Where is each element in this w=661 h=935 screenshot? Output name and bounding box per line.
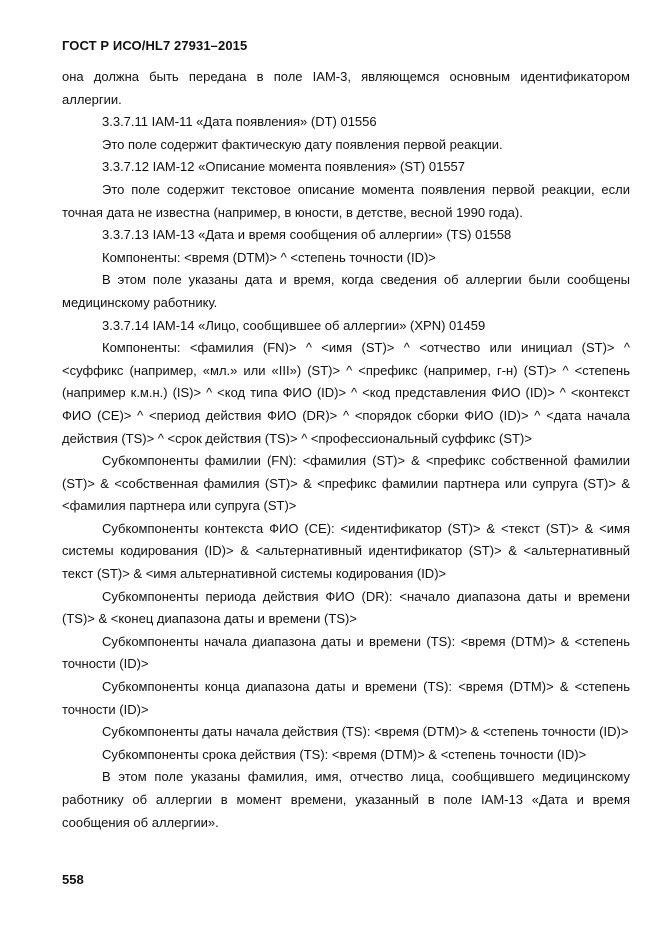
paragraph: Это поле содержит фактическую дату появления первой реакции. xyxy=(102,136,503,152)
subcomponents-paragraph: Субкомпоненты фамилии (FN): <фамилия (ST)> & <префикс собственной фамилии (ST)> & <собственная фамилия (ST)> & <префикс фамилии партнера или супруга (ST)> & <фамилия партнера или супруга (ST)> xyxy=(62,453,630,514)
paragraph: В этом поле указаны дата и время, когда сведения об аллергии были сообщены медицинскому работнику. xyxy=(62,272,630,310)
subcomponents-paragraph: Субкомпоненты периода действия ФИО (DR): <начало диапазона даты и времени (TS)> & <конец диапазона даты и времени (TS)> xyxy=(62,588,630,627)
paragraph: Это поле содержит текстовое описание момента появления первой реакции, если точная дата не известна (например, в юности, в детстве, весной 1990 года). xyxy=(62,181,630,220)
subcomponents-paragraph: Субкомпоненты контекста ФИО (CE): <идентификатор (ST)> & <текст (ST)> & <имя системы кодирования (ID)> & <альтернативный идентификатор (ST)> & <альтернативный текст (ST)> & <имя альтернативной системы кодирования (ID)> xyxy=(62,520,630,582)
section-heading-iam-12: 3.3.7.12 IAM-12 «Описание момента появления» (ST) 01557 xyxy=(102,159,466,175)
document-body xyxy=(62,66,630,834)
components-paragraph: Компоненты: <фамилия (FN)> ^ <имя (ST)> ^ <отчество или инициал (ST)> ^ <суффикс (например, «мл.» или «III») (ST)> ^ <префикс (например, г-н) (ST)> ^ <степень (например к.м.н.) (IS)> ^ <код типа ФИО (ID)> ^ <код представления ФИО (ID)> ^ <контекст ФИО (CE)> ^ <период действия ФИО (DR)> ^ <порядок сборки ФИО (ID)> ^ <дата начала действия (TS)> ^ <срок действия (TS)> ^ <профессиональный суффикс (ST)> xyxy=(62,340,630,446)
section-heading-iam-14: 3.3.7.14 IAM-14 «Лицо, сообщившее об аллергии» (XPN) 01459 xyxy=(102,317,486,333)
subcomponents-paragraph: Субкомпоненты даты начала действия (TS): <время (DTM)> & <степень точности (ID)> xyxy=(102,724,629,740)
paragraph-continuation: она должна быть передана в поле IAM-3, являющемся основным идентификатором аллергии. xyxy=(62,69,630,107)
page-number: 558 xyxy=(62,872,84,887)
subcomponents-paragraph: Субкомпоненты срока действия (TS): <время (DTM)> & <степень точности (ID)> xyxy=(102,746,587,762)
document-header: ГОСТ Р ИСО/HL7 27931–2015 xyxy=(62,38,248,53)
section-heading-iam-11: 3.3.7.11 IAM-11 «Дата появления» (DT) 01556 xyxy=(102,114,377,130)
section-heading-iam-13: 3.3.7.13 IAM-13 «Дата и время сообщения об аллергии» (TS) 01558 xyxy=(102,227,512,243)
components-line: Компоненты: <время (DTM)> ^ <степень точности (ID)> xyxy=(102,249,436,265)
subcomponents-paragraph: Субкомпоненты конца диапазона даты и времени (TS): <время (DTM)> & <степень точности (ID)> xyxy=(62,679,630,717)
paragraph: В этом поле указаны фамилия, имя, отчество лица, сообщившего медицинскому работнику об аллергии в момент времени, указанный в поле IAM-13 «Дата и время сообщения об аллергии». xyxy=(62,769,630,830)
subcomponents-paragraph: Субкомпоненты начала диапазона даты и времени (TS): <время (DTM)> & <степень точности (ID)> xyxy=(62,633,630,672)
